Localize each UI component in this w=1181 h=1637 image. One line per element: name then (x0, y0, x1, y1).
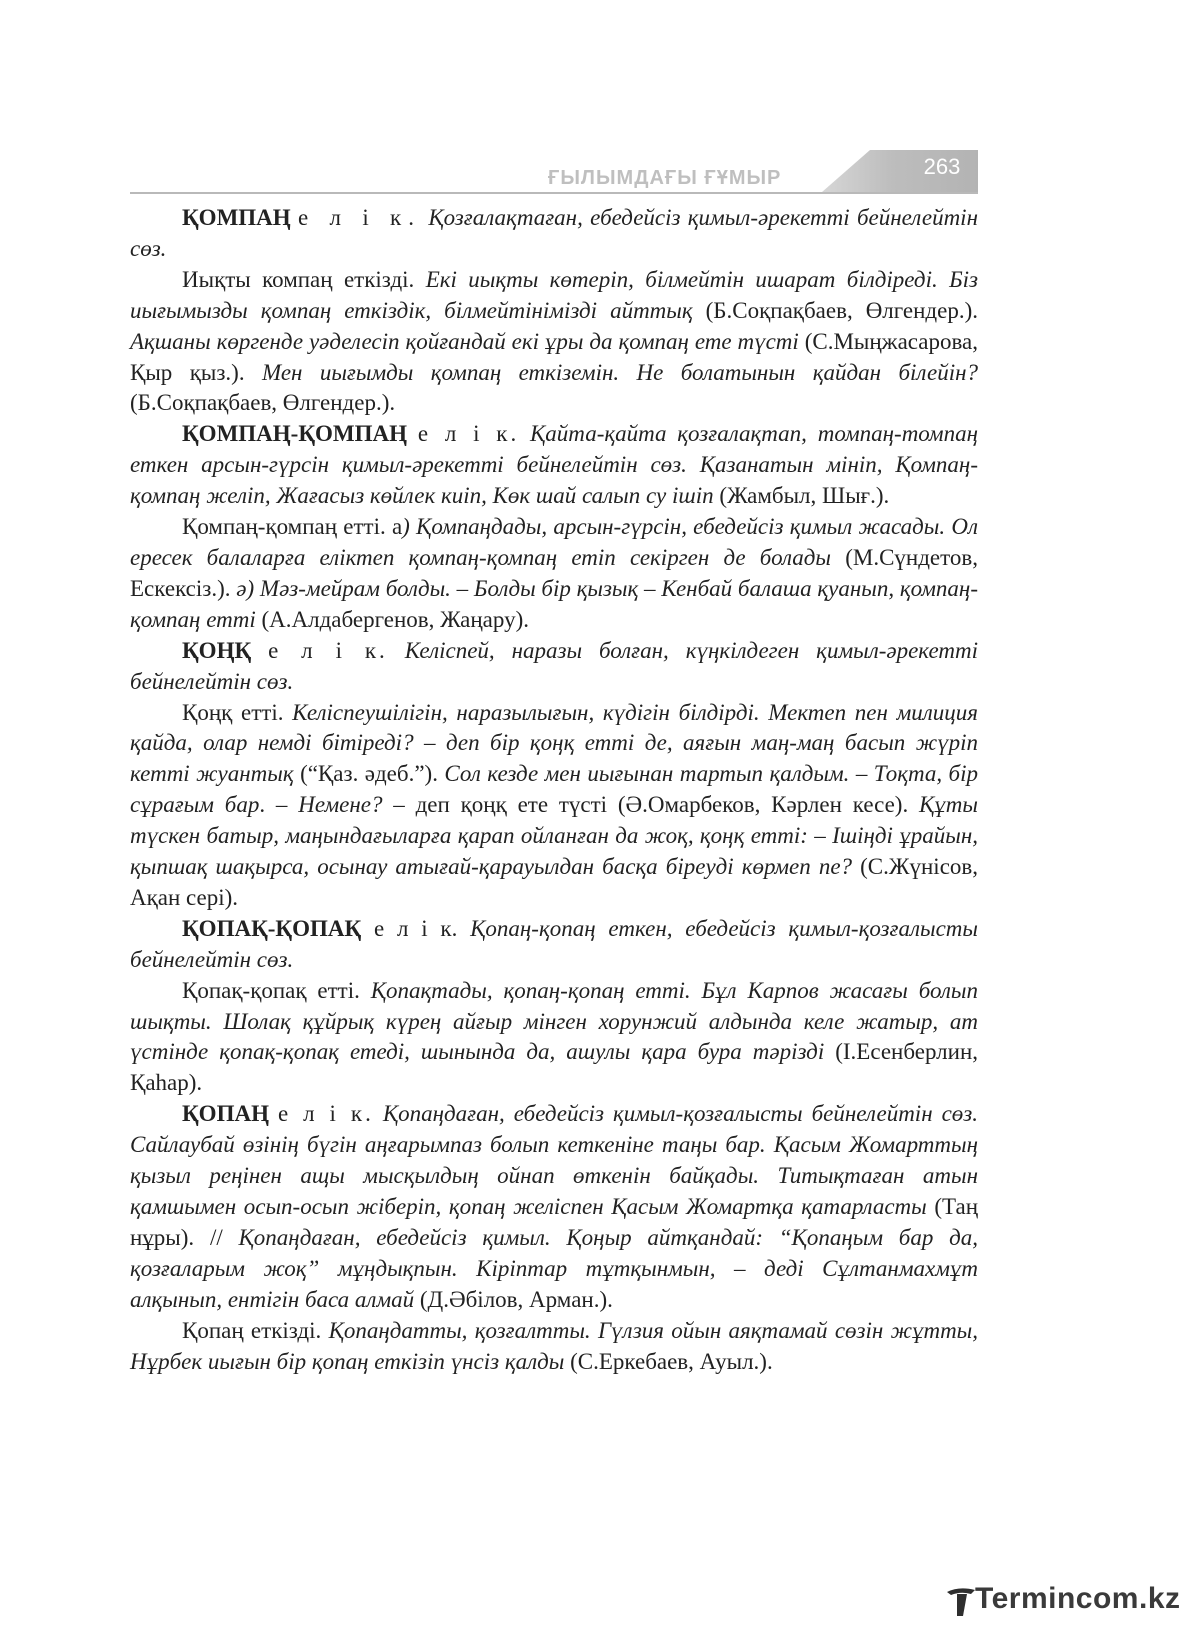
entry-kopak-kopak (130, 914, 978, 976)
part-of-speech: е л і к. (373, 915, 458, 941)
source: (Д.Әбілов, Арман.). (419, 1286, 613, 1312)
example-text: Қопаңдаған, ебедейсіз қимыл. Қоңыр айтқандай: “Қопаңым бар да, қозғаларым жоқ” мұңдықпын. Кіріптар тұтқынмын, – деді Сұлтанмахмұт алқынып, ентігін баса алмай (130, 1224, 978, 1312)
example-text: Құты түскен батыр, маңындағыларға қарап ойланған да жоқ, қоңқ етті: – Ішіңді ұрайын, қыпшақ шақырса, осынау атығай-қарауылдан басқа біреуді көрмеп пе? (130, 792, 978, 880)
termincom-watermark (945, 1582, 1181, 1622)
example-text: Екі иықты көтеріп, білмейтін ишарат білдіреді. Біз иығымызды қомпаң еткіздік, білмейтінімізді айттық (130, 266, 979, 323)
dictionary-content (130, 203, 978, 1377)
example-text: Қопаңдатты, қозғалтты. Гүлзия ойын аяқтамай сөзін жұтты, Нұрбек иығын бір қопаң еткізіп үнсіз қалды (130, 1317, 979, 1374)
headword: ҚОМПАҢ-ҚОМПАҢ (182, 421, 407, 447)
phrase: Қоңқ етті. (182, 699, 284, 725)
example-kopan (130, 1316, 978, 1378)
phrase: Қопақ-қопақ етті. (182, 977, 360, 1003)
source: (Б.Соқпақбаев, Өлгендер.). (130, 390, 396, 416)
source: (Жамбыл, Шығ.). (719, 483, 890, 509)
source: (С.Мыңжасарова, Қыр қыз.). (130, 328, 978, 385)
entry-kompan-kompan (130, 419, 978, 512)
example-text: ) Қомпаңдады, арсын-гүрсін, ебедейсіз қимыл жасады. Ол ересек балаларға еліктеп қомпаң-қомпаң етіп секірген де болады (130, 514, 978, 570)
headword: ҚОМПАҢ (182, 205, 291, 230)
source: (С.Жүнісов, Ақан сері). (130, 854, 979, 910)
phrase: Иықты компаң еткізді. (182, 266, 415, 292)
definition: Қопаңдаған, ебедейсіз қимыл-қозғалысты бейнелейтін сөз. Сайлаубай өзінің бүгін аңғарымпаз болып кеткеніне таңы бар. Қасым Жомарттың қызыл реңінен ащы мысқылдың ойнап өткенін байқады. Титықтаған атын қамшымен осып-осып жіберіп, қопаң желіспен Қасым Жомартқа қатарласты (130, 1101, 979, 1219)
header-rule (130, 192, 978, 194)
source: (С.Еркебаев, Ауыл.). (570, 1348, 773, 1374)
example-kopak-kopak (130, 976, 978, 1100)
definition: Қозғалақтаған, ебедейсіз қимыл-әрекетті бейнелейтін сөз. (130, 205, 978, 261)
source: (“Қаз. әдеб.”). (300, 761, 438, 787)
part-of-speech: е л і к. (417, 421, 520, 447)
headword: ҚОПАҚ-ҚОПАҚ (182, 915, 362, 941)
example-kompan-kompan (130, 512, 978, 636)
definition: Қопаң-қопаң еткен, ебедейсіз қимыл-қозғалысты бейнелейтін сөз. (130, 915, 978, 972)
example-text: Қопақтады, қопаң-қопаң етті. Бұл Карпов жасағы болып шықты. Шолақ құйрық күрең айғыр мінген хорунжий алдында келе жатыр, ат үстінде қопақ-қопақ етеді, шынында да, ашулы қара бура тәрізді (130, 977, 978, 1065)
part-of-speech: е л і к. (277, 1101, 374, 1127)
example-konk (130, 698, 978, 914)
source: (І.Есенберлин, Қаһар). (130, 1039, 979, 1096)
example-text: Мен иығымды қомпаң еткіземін. Не болатынын қайдан білейін? (261, 359, 979, 385)
headword: ҚОҢҚ (182, 637, 252, 663)
entry-konk (130, 636, 978, 698)
running-header-title: ҒЫЛЫМДАҒЫ ҒҰМЫР (548, 167, 782, 189)
source: (А.Алдабергенов, Жаңару). (261, 606, 529, 632)
example-text: Немене? (298, 792, 383, 818)
watermark-text: Termincom.kz (975, 1582, 1181, 1615)
phrase: Қопаң еткізді. (182, 1317, 322, 1343)
part-of-speech: е л і к. (268, 637, 388, 663)
headword: ҚОПАҢ (182, 1101, 269, 1127)
entry-kompan (130, 203, 978, 265)
source: (Таң нұры). // (130, 1194, 978, 1250)
example-text: Сол кезде мен иығынан тартып қалдым. – Тоқта, бір сұрағым бар (130, 761, 979, 818)
source: (М.Сүндетов, Ескексіз.). (130, 544, 978, 601)
example-kompan (130, 265, 978, 420)
source: . – (259, 792, 288, 818)
definition: Қайта-қайта қозғалақтап, томпаң-томпаң еткен арсын-гүрсін қимыл-әрекетті бейнелейтін сөз. Қазанатын мініп, Қомпаң-қомпаң желіп, Жағасыз көйлек киіп, Көк шай салып су ішіп (130, 421, 979, 509)
page-number: 263 (923, 154, 961, 179)
part-of-speech: е л і к. (298, 205, 421, 230)
example-text: Келіспеушілігін, наразылығын, күдігін білдірді. Мектеп пен милиция қайда, олар немді бітіреді? – деп бір қоңқ етті де, аяғын маң-маң басып жүріп кетті жуантық (130, 699, 978, 787)
definition: Келіспей, наразы болған, күңкілдеген қимыл-әрекетті бейнелейтін сөз. (130, 637, 979, 694)
example-text: Ақшаны көргенде уәделесіп қойғандай екі ұры да қомпаң ете түсті (130, 328, 799, 354)
entry-kopan (130, 1099, 978, 1315)
example-text: ә) Мәз-мейрам болды. – Болды бір қызық – Кенбай балаша қуанып, қомпаң-қомпаң етті (130, 575, 978, 632)
source: (Б.Соқпақбаев, Өлгендер.). (705, 297, 979, 323)
source: – деп қоңқ ете түсті (Ә.Омарбеков, Кәрлен кесе). (393, 792, 909, 818)
phrase: Қомпаң-қомпаң етті. а (182, 514, 403, 540)
